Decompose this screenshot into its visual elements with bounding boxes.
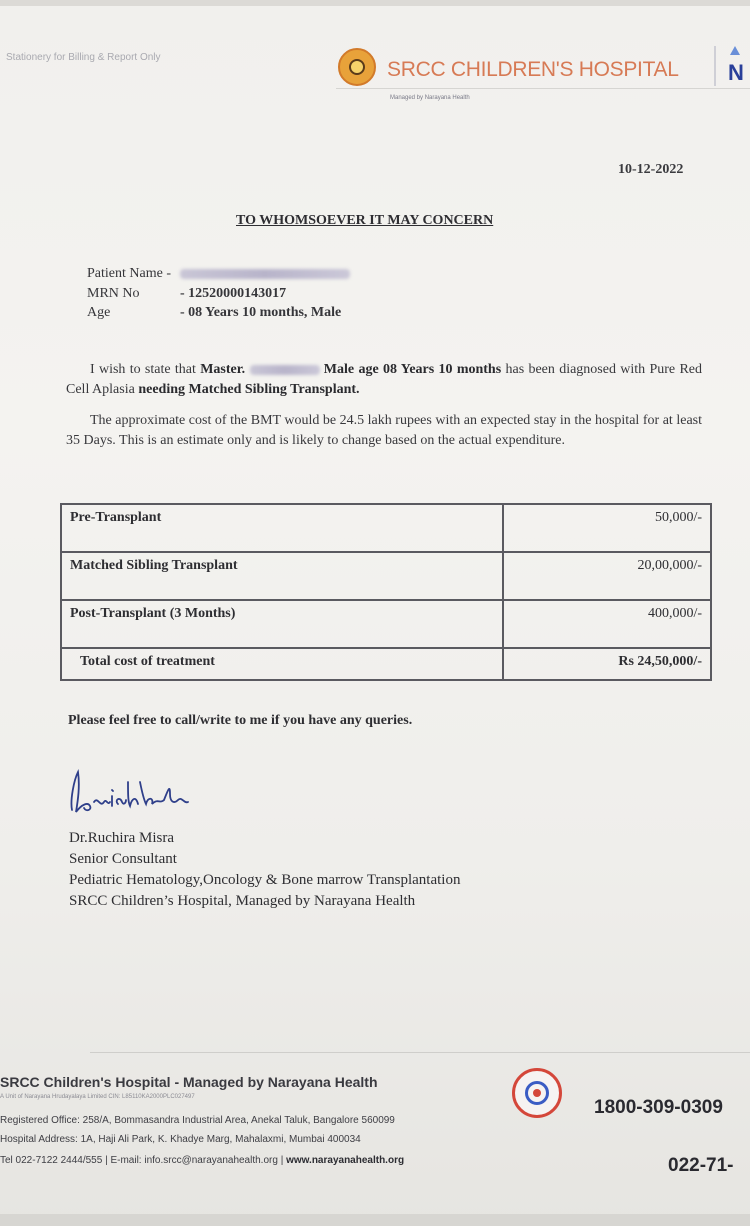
- hospital-seal-icon: [512, 1068, 562, 1118]
- footer-divider: [90, 1052, 750, 1053]
- toll-free-number: 1800-309-0309: [594, 1097, 723, 1118]
- smiley-face-logo-icon: [338, 48, 376, 86]
- landline-number: 022-71-: [668, 1155, 734, 1176]
- total-label: Total cost of treatment: [61, 648, 503, 680]
- letter-heading: TO WHOMSOEVER IT MAY CONCERN: [236, 213, 494, 228]
- table-row: [61, 600, 711, 648]
- cost-estimate-paragraph: The approximate cost of the BMT would be 24.5 lakh rupees with an expected stay in the hospital for at least 35 Days. This is an estimate only and is likely to change based on the actual expenditure.: [66, 413, 702, 448]
- signatory-block: [69, 828, 460, 912]
- cost-amount: 50,000/-: [503, 504, 711, 552]
- cost-item: Post-Transplant (3 Months): [61, 600, 503, 648]
- doctor-name: Dr.Ruchira Misra: [69, 830, 174, 846]
- hospital-name: SRCC CHILDREN'S HOSPITAL: [387, 58, 679, 81]
- age-row: [87, 305, 341, 321]
- footer-registered-office: Registered Office: 258/A, Bommasandra Industrial Area, Anekal Taluk, Bangalore 560099: [0, 1115, 395, 1126]
- mrn-row: [87, 286, 286, 302]
- doctor-title: Senior Consultant: [69, 851, 177, 867]
- redacted-patient-name-inline: [250, 365, 320, 375]
- mrn-label: MRN No: [87, 286, 140, 301]
- total-amount: Rs 24,50,000/-: [503, 648, 711, 680]
- footer-hospital-address: Hospital Address: 1A, Haji Ali Park, K. Khadye Marg, Mahalaxmi, Mumbai 400034: [0, 1134, 361, 1145]
- footer-unit-line: A Unit of Narayana Hrudayalaya Limited CIN: L85110KA2000PLC027497: [0, 1094, 195, 1100]
- footer-title: SRCC Children's Hospital - Managed by Narayana Health: [0, 1074, 378, 1090]
- doctor-hospital: SRCC Children’s Hospital, Managed by Narayana Health: [69, 893, 416, 909]
- patient-name-label: Patient Name: [87, 266, 163, 281]
- doctor-department: Pediatric Hematology,Oncology & Bone marrow Transplantation: [69, 872, 461, 888]
- table-row: [61, 552, 711, 600]
- diagnosis-paragraph: I wish to state that Master. Male age 08 Years 10 months has been diagnosed with Pure Red Cell Aplasia needing Matched Sibling Transplant.: [66, 362, 703, 397]
- footer-website: www.narayanahealth.org: [286, 1155, 405, 1166]
- redacted-patient-name: [180, 269, 350, 279]
- mrn-value: - 12520000143017: [180, 286, 287, 301]
- table-row: [61, 648, 711, 680]
- page-bottom-edge: [0, 1214, 750, 1226]
- footer-contact: Tel 022-7122 2444/555 | E-mail: info.srcc@narayanahealth.org | www.narayanahealth.org: [0, 1155, 405, 1166]
- age-value: - 08 Years 10 months, Male: [180, 305, 342, 320]
- managed-by-tagline: Managed by Narayana Health: [390, 95, 470, 101]
- stationery-note: Stationery for Billing & Report Only: [6, 52, 161, 63]
- cost-table: [60, 503, 712, 681]
- cost-amount: 20,00,000/-: [503, 552, 711, 600]
- header-divider: [336, 88, 750, 89]
- age-label: Age: [87, 305, 111, 320]
- handwritten-signature: [64, 760, 204, 820]
- cost-item: Matched Sibling Transplant: [61, 552, 503, 600]
- letter-date: 10-12-2022: [618, 162, 684, 177]
- queries-note: Please feel free to call/write to me if you have any queries.: [68, 713, 413, 728]
- table-row: [61, 504, 711, 552]
- cost-amount: 400,000/-: [503, 600, 711, 648]
- cost-item: Pre-Transplant: [61, 504, 503, 552]
- patient-name-row: Patient Name -: [87, 266, 350, 282]
- page-top-edge: [0, 0, 750, 6]
- narayana-logo-icon: N: [714, 46, 750, 86]
